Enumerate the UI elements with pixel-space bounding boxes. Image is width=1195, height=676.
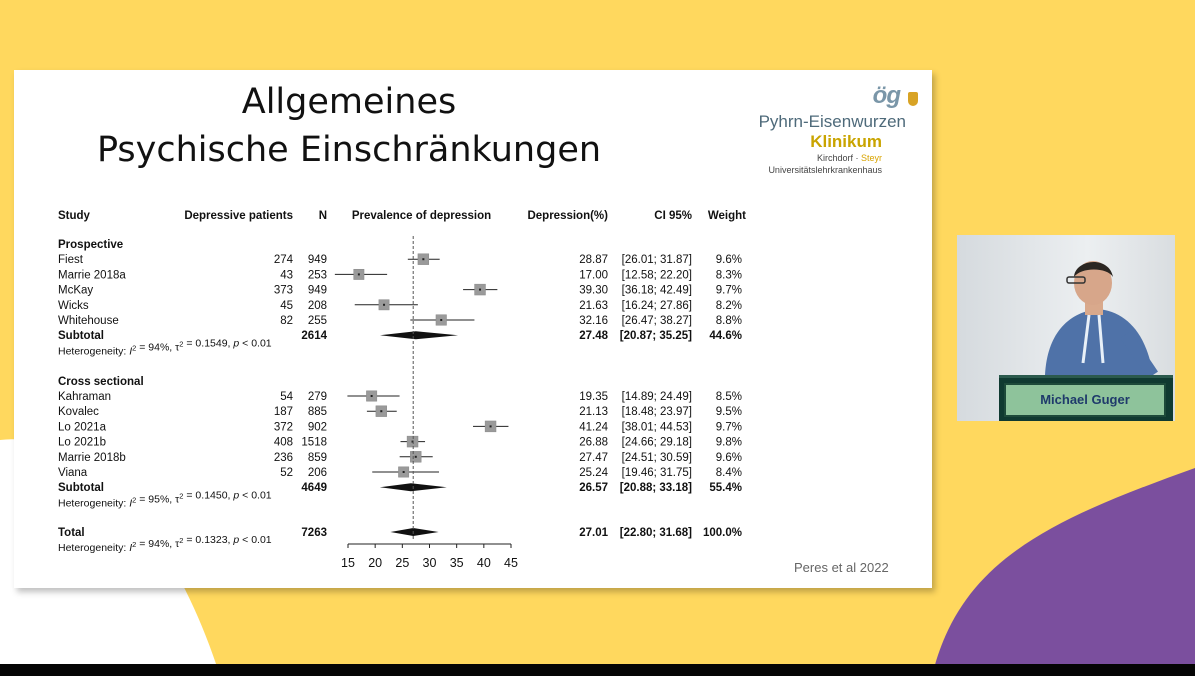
study-weight: 8.5% [715,391,742,403]
heterogeneity-part: < 0.01 [239,489,272,502]
study-ci: [14.89; 24.49] [621,391,692,403]
subtotal-label: Subtotal [58,330,104,343]
study-weight: 8.2% [715,299,742,312]
study-patients: 372 [273,421,293,434]
study-name: Lo 2021a [58,421,106,434]
total-heterogeneity [58,534,272,554]
header-ci: CI 95% [654,210,692,222]
study-name: Marrie 2018b [58,451,126,464]
heterogeneity-part: 2 [132,343,137,353]
speaker-name: Michael Guger [1040,392,1130,407]
heterogeneity-part: < 0.01 [239,534,272,546]
study-n: 279 [307,391,327,403]
x-tick-label: 30 [422,556,437,570]
slide-title-line2: Psychische Einschränkungen [96,130,602,170]
x-tick-label: 15 [341,556,355,570]
study-name: Wicks [58,299,89,312]
header-estimate: Depression(%) [527,210,608,222]
study-n: 859 [307,451,327,464]
subtotal-weight: 55.4% [709,482,742,495]
heterogeneity-part: = 94%, [136,341,176,354]
group-label: Prospective [58,239,124,251]
study-patients: 408 [273,436,293,449]
subtotal-ci: [20.87; 35.25] [619,330,692,343]
purple-wave-shape [932,468,1195,676]
subtotal-n: 4649 [301,482,327,495]
study-estimate: 32.16 [579,315,608,327]
heterogeneity-part: I [129,542,133,554]
study-estimate: 21.63 [579,299,608,312]
logo-line3-b: Steyr [860,153,882,163]
heterogeneity-part: = 0.1450, [183,489,234,502]
point-estimate [479,289,481,291]
total-estimate: 27.01 [579,527,608,539]
point-estimate [371,395,373,397]
study-ci: [38.01; 44.53] [621,421,692,434]
study-patients: 54 [280,391,293,403]
study-weight: 8.3% [715,269,742,282]
heterogeneity-part: p [233,534,240,546]
study-patients: 373 [273,284,293,297]
study-ci: [12.58; 22.20] [621,269,692,282]
study-weight: 9.6% [715,451,742,464]
logo-line3-a: Kirchdorf · [816,153,861,163]
total-n: 7263 [301,527,327,539]
study-patients: 43 [280,269,293,282]
study-weight: 9.7% [715,284,742,297]
header-weight: Weight [707,210,746,222]
study-n: 206 [307,467,327,479]
logo-line4: Universitätslehrkrankenhaus [768,165,882,175]
subtotal-estimate: 26.57 [579,482,608,495]
heterogeneity-part: = 0.1323, [183,534,234,546]
study-n: 208 [307,299,327,312]
point-estimate [440,319,442,321]
study-patients: 45 [280,299,293,312]
study-ci: [24.66; 29.18] [621,436,692,449]
point-estimate [422,258,424,260]
logo-brand: ög [872,82,900,109]
study-estimate: 26.88 [579,436,608,449]
x-tick-label: 45 [504,556,518,570]
total-label: Total [58,527,85,539]
subtotal-ci: [20.88; 33.18] [619,482,692,495]
podium-name-sign [1004,383,1166,417]
heterogeneity-part: = 94%, [136,538,176,550]
speaker-video [957,235,1175,421]
point-estimate [415,456,417,458]
heterogeneity-part: Heterogeneity: [58,497,130,510]
heterogeneity-part: 2 [132,540,137,549]
heterogeneity-part: p [233,337,240,350]
total-ci: [22.80; 31.68] [619,527,692,539]
study-name: Viana [58,467,88,479]
study-ci: [26.47; 38.27] [621,315,692,327]
x-tick-label: 35 [449,556,464,570]
logo-line1: Pyhrn-Eisenwurzen [758,112,906,131]
total-diamond [390,528,438,536]
study-estimate: 21.13 [579,406,608,419]
study-n: 949 [307,254,327,267]
point-estimate [490,425,492,427]
study-name: Kahraman [58,391,112,403]
study-patients: 52 [280,467,293,479]
study-name: Marrie 2018a [58,269,126,282]
study-estimate: 27.47 [579,451,608,464]
study-ci: [18.48; 23.97] [621,406,692,419]
x-tick-label: 20 [368,556,383,570]
study-n: 255 [307,315,327,327]
bottom-bar [0,664,1195,676]
study-name: Kovalec [58,406,99,419]
study-n: 885 [307,406,327,419]
heterogeneity-part: 2 [132,495,137,505]
study-name: McKay [58,284,94,297]
subtotal-label: Subtotal [58,482,104,495]
study-estimate: 25.24 [579,467,608,479]
study-ci: [36.18; 42.49] [621,284,692,297]
slide-title-line1: Allgemeines [241,82,457,122]
study-n: 902 [307,421,327,434]
study-n: 949 [307,284,327,297]
subtotal-weight: 44.6% [709,330,742,343]
point-estimate [383,304,385,306]
citation: Peres et al 2022 [794,560,889,575]
logo-line2: Klinikum [810,132,882,151]
study-name: Whitehouse [58,315,119,327]
heterogeneity-part: 2 [179,536,184,545]
study-patients: 274 [273,254,293,267]
study-estimate: 19.35 [579,391,608,403]
presentation-slide [14,70,932,588]
heterogeneity-part: I [129,497,133,510]
heterogeneity-part: Heterogeneity: [58,542,130,554]
point-estimate [380,410,382,412]
study-patients: 82 [280,315,293,327]
forest-plot [14,70,932,588]
heterogeneity-part: 2 [179,339,184,349]
subtotal-estimate: 27.48 [579,330,608,343]
heterogeneity-part: τ [175,538,180,550]
study-n: 253 [307,269,327,282]
study-estimate: 17.00 [579,269,608,282]
total-weight: 100.0% [702,527,742,539]
point-estimate [403,471,405,473]
study-estimate: 41.24 [579,421,608,434]
study-patients: 236 [273,451,293,464]
study-weight: 8.4% [715,467,742,479]
heterogeneity-part: τ [175,341,180,354]
x-tick-label: 25 [395,556,410,570]
podium [999,375,1173,421]
study-weight: 9.7% [715,421,742,434]
heterogeneity-part: Heterogeneity: [58,345,130,358]
heterogeneity-part: I [129,345,133,358]
study-name: Lo 2021b [58,436,106,449]
header-prevalence: Prevalence of depression [351,210,492,222]
header-n: N [318,210,327,222]
heterogeneity-part: = 0.1549, [183,337,234,350]
header-patients: Depressive patients [184,210,293,222]
study-estimate: 28.87 [579,254,608,267]
study-ci: [26.01; 31.87] [621,254,692,267]
study-patients: 187 [273,406,293,419]
study-name: Fiest [58,254,83,267]
study-weight: 9.5% [715,406,742,419]
heterogeneity-part: τ [175,493,180,506]
x-tick-label: 40 [476,556,491,570]
point-estimate [358,273,360,275]
heterogeneity-part: = 95%, [136,493,176,506]
subtotal-n: 2614 [301,330,327,343]
study-ci: [24.51; 30.59] [621,451,692,464]
study-ci: [16.24; 27.86] [621,299,692,312]
heterogeneity-part: 2 [179,491,184,501]
study-weight: 9.8% [715,436,742,449]
header-study: Study [58,210,90,222]
study-estimate: 39.30 [579,284,608,297]
study-weight: 8.8% [715,315,742,327]
study-weight: 9.6% [715,254,742,267]
study-ci: [19.46; 31.75] [621,467,692,479]
subtotal-diamond [380,331,458,339]
heterogeneity-part: p [233,489,240,502]
heterogeneity-part: < 0.01 [239,337,272,350]
study-n: 1518 [301,436,327,449]
group-label: Cross sectional [58,375,144,388]
